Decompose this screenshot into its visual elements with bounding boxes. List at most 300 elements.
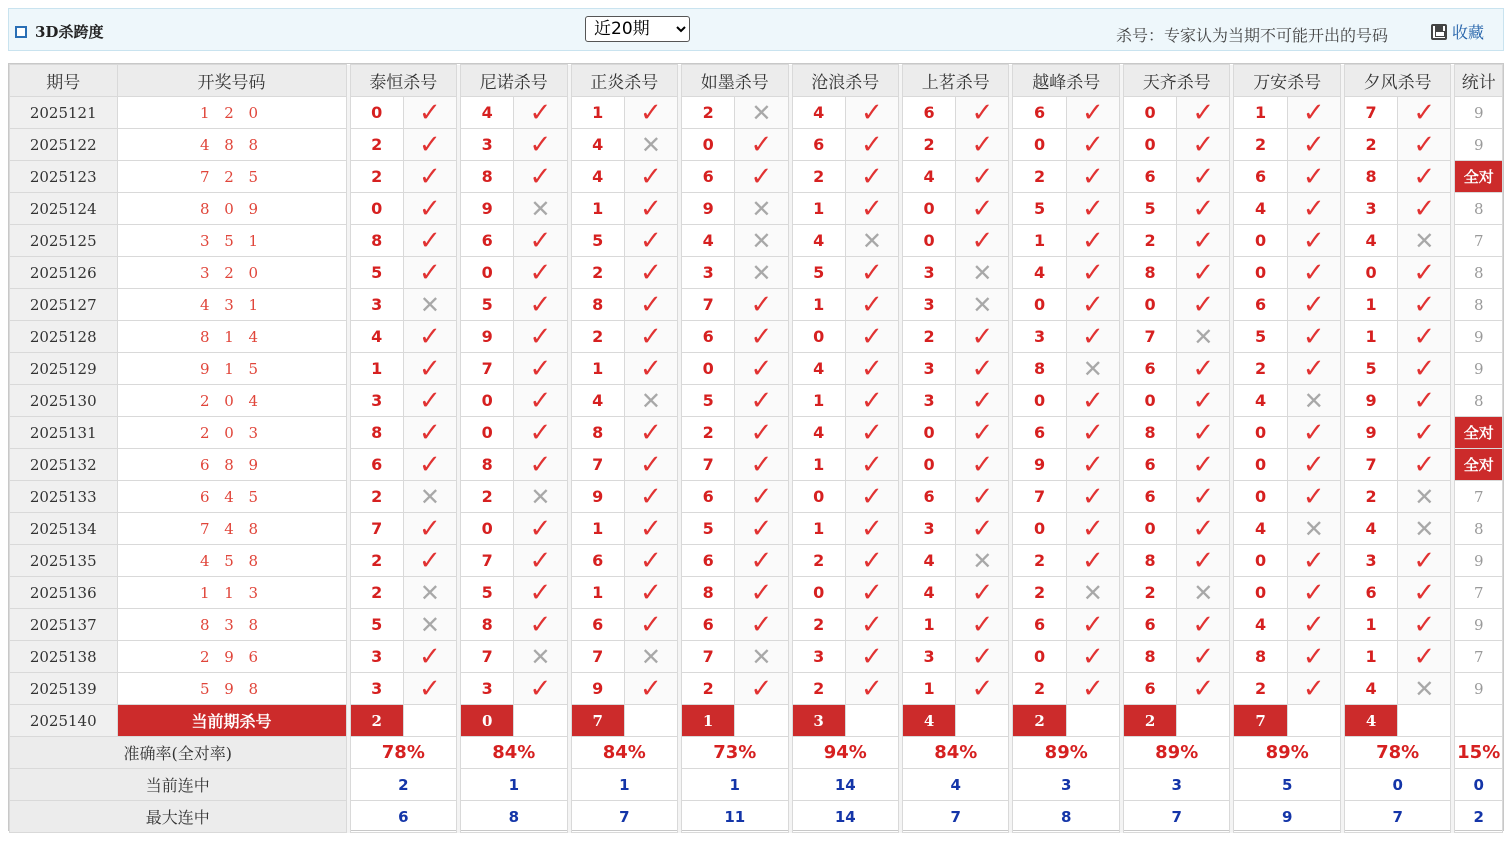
kill-number-cell: 2 (350, 481, 403, 513)
result-cell (845, 97, 898, 129)
issue-cell: 2025129 (10, 353, 118, 385)
check-icon: ✓ (1081, 513, 1104, 544)
cross-icon: ✕ (1193, 322, 1214, 351)
header-expert: 夕风杀号 (1344, 65, 1450, 97)
result-cell (1066, 385, 1119, 417)
check-icon: ✓ (1413, 641, 1436, 672)
kill-table-wrapper (8, 63, 1504, 831)
result-cell (956, 513, 1009, 545)
result-cell (624, 481, 677, 513)
result-cell (1177, 577, 1230, 609)
draw-cell: 9 1 5 (117, 353, 346, 385)
result-cell (845, 673, 898, 705)
result-cell (845, 513, 898, 545)
result-cell (1177, 97, 1230, 129)
result-cell (956, 673, 1009, 705)
result-cell (845, 129, 898, 161)
kill-number-cell: 1 (792, 193, 845, 225)
cross-icon: ✕ (640, 130, 661, 159)
kill-number-cell: 8 (1123, 641, 1176, 673)
kill-number-cell: 5 (571, 225, 624, 257)
result-cell (1287, 193, 1340, 225)
current-streak-row-value: 2 (350, 769, 456, 801)
check-icon: ✓ (860, 577, 883, 608)
result-cell (1177, 257, 1230, 289)
cross-icon: ✕ (972, 546, 993, 575)
kill-number-cell: 1 (350, 353, 403, 385)
check-icon: ✓ (1081, 481, 1104, 512)
result-cell (1177, 545, 1230, 577)
issue-cell: 2025139 (10, 673, 118, 705)
kill-number-cell: 1 (1344, 289, 1397, 321)
result-cell (735, 225, 788, 257)
check-icon: ✓ (860, 129, 883, 160)
check-icon: ✓ (1081, 161, 1104, 192)
collect-button[interactable] (1431, 20, 1484, 43)
kill-number-cell: 6 (903, 97, 956, 129)
result-cell (514, 353, 567, 385)
current-streak-row-value: 3 (1013, 769, 1119, 801)
result-cell (514, 577, 567, 609)
kill-number-cell: 2 (792, 609, 845, 641)
kill-number-cell: 2 (350, 577, 403, 609)
result-cell (1398, 673, 1451, 705)
check-icon: ✓ (1413, 385, 1436, 416)
kill-number-cell: 1 (571, 513, 624, 545)
kill-number-cell: 2 (682, 673, 735, 705)
result-cell (403, 97, 456, 129)
result-cell (403, 321, 456, 353)
check-icon: ✓ (1302, 193, 1325, 224)
current-streak-row-value: 1 (461, 769, 567, 801)
check-icon: ✓ (750, 513, 773, 544)
cross-icon: ✕ (861, 226, 882, 255)
result-cell (624, 385, 677, 417)
current-streak-row-value: 14 (792, 769, 898, 801)
result-cell (1066, 161, 1119, 193)
current-kill-blank (1177, 705, 1230, 737)
kill-number-cell: 2 (792, 673, 845, 705)
result-cell (1398, 481, 1451, 513)
check-icon: ✓ (1081, 225, 1104, 256)
result-cell (1066, 289, 1119, 321)
check-icon: ✓ (529, 129, 552, 160)
stat-cell: 9 (1455, 609, 1503, 641)
draw-cell: 3 5 1 (117, 225, 346, 257)
check-icon: ✓ (1192, 417, 1215, 448)
draw-cell: 3 2 0 (117, 257, 346, 289)
kill-number-cell: 1 (792, 513, 845, 545)
kill-number-cell: 7 (1123, 321, 1176, 353)
kill-number-cell: 9 (1013, 449, 1066, 481)
result-cell (1177, 609, 1230, 641)
draw-cell: 5 9 8 (117, 673, 346, 705)
result-cell (403, 257, 456, 289)
page-title (15, 21, 103, 42)
kill-number-cell: 5 (1344, 353, 1397, 385)
current-streak-row-value: 5 (1234, 769, 1340, 801)
check-icon: ✓ (1081, 289, 1104, 320)
kill-number-cell: 2 (1013, 673, 1066, 705)
result-cell (735, 609, 788, 641)
kill-number-cell: 3 (792, 641, 845, 673)
check-icon: ✓ (971, 225, 994, 256)
kill-number-cell: 6 (1234, 161, 1287, 193)
max-streak-row-value: 11 (682, 801, 788, 833)
issue-cell: 2025132 (10, 449, 118, 481)
result-cell (735, 449, 788, 481)
check-icon: ✓ (419, 641, 441, 672)
result-cell (735, 97, 788, 129)
check-icon: ✓ (860, 641, 883, 672)
result-cell (956, 225, 1009, 257)
result-cell (956, 385, 1009, 417)
check-icon: ✓ (1413, 129, 1436, 160)
kill-number-cell: 6 (682, 161, 735, 193)
kill-number-cell: 6 (1013, 417, 1066, 449)
kill-number-cell: 2 (1013, 545, 1066, 577)
result-cell (956, 193, 1009, 225)
issue-cell: 2025127 (10, 289, 118, 321)
header-expert: 万安杀号 (1234, 65, 1340, 97)
cross-icon: ✕ (419, 610, 440, 639)
result-cell (403, 385, 456, 417)
kill-number-cell: 8 (571, 417, 624, 449)
kill-number-cell: 6 (1123, 161, 1176, 193)
check-icon: ✓ (750, 161, 773, 192)
kill-number-cell: 0 (903, 417, 956, 449)
cross-icon: ✕ (419, 482, 440, 511)
cross-icon: ✕ (419, 290, 440, 319)
accuracy-row-value: 89% (1123, 737, 1229, 769)
check-icon: ✓ (1192, 193, 1215, 224)
check-icon: ✓ (1081, 193, 1104, 224)
result-cell (624, 513, 677, 545)
check-icon: ✓ (1413, 161, 1436, 192)
kill-number-cell: 0 (1234, 449, 1287, 481)
kill-number-cell: 0 (461, 513, 514, 545)
result-cell (403, 129, 456, 161)
result-cell (735, 257, 788, 289)
max-streak-row-value: 7 (1344, 801, 1450, 833)
result-cell (956, 481, 1009, 513)
check-icon: ✓ (1081, 321, 1104, 352)
result-cell (1287, 321, 1340, 353)
result-cell (956, 97, 1009, 129)
cross-icon: ✕ (751, 194, 772, 223)
kill-number-cell: 4 (903, 577, 956, 609)
result-cell (1398, 161, 1451, 193)
cross-icon: ✕ (1414, 226, 1435, 255)
max-streak-row-value: 8 (461, 801, 567, 833)
kill-number-cell: 3 (350, 673, 403, 705)
check-icon: ✓ (750, 385, 773, 416)
cross-icon: ✕ (1414, 482, 1435, 511)
kill-number-cell: 4 (1013, 257, 1066, 289)
kill-number-cell: 1 (571, 353, 624, 385)
kill-number-cell: 5 (350, 257, 403, 289)
check-icon: ✓ (529, 609, 552, 640)
check-icon: ✓ (1413, 417, 1436, 448)
result-cell (403, 161, 456, 193)
check-icon: ✓ (529, 257, 552, 288)
period-select[interactable] (585, 16, 690, 42)
check-icon: ✓ (971, 97, 994, 128)
kill-number-cell: 1 (1344, 321, 1397, 353)
check-icon: ✓ (1081, 385, 1104, 416)
kill-number-cell: 3 (461, 129, 514, 161)
accuracy-row-value: 89% (1234, 737, 1340, 769)
kill-number-cell: 9 (571, 673, 624, 705)
result-cell (1177, 353, 1230, 385)
accuracy-row-value: 94% (792, 737, 898, 769)
result-cell (845, 545, 898, 577)
check-icon: ✓ (750, 545, 773, 576)
current-streak-row-stat: 0 (1455, 769, 1503, 801)
result-cell (1398, 609, 1451, 641)
check-icon: ✓ (750, 609, 773, 640)
kill-number-cell: 4 (461, 97, 514, 129)
check-icon: ✓ (971, 321, 994, 352)
kill-number-cell: 4 (903, 545, 956, 577)
header-expert: 天齐杀号 (1123, 65, 1229, 97)
cross-icon: ✕ (1082, 578, 1103, 607)
check-icon: ✓ (1413, 257, 1436, 288)
header-expert: 尼诺杀号 (461, 65, 567, 97)
result-cell (514, 385, 567, 417)
check-icon: ✓ (971, 673, 994, 704)
check-icon: ✓ (640, 609, 662, 640)
kill-number-cell: 0 (1013, 385, 1066, 417)
result-cell (514, 417, 567, 449)
result-cell (956, 353, 1009, 385)
header-expert: 如墨杀号 (682, 65, 788, 97)
draw-cell: 8 1 4 (117, 321, 346, 353)
stat-all-right-badge: 全对 (1455, 161, 1503, 193)
issue-cell: 2025128 (10, 321, 118, 353)
kill-number-cell: 2 (682, 417, 735, 449)
max-streak-row-value: 6 (350, 801, 456, 833)
result-cell (845, 321, 898, 353)
kill-number-cell: 2 (1234, 673, 1287, 705)
current-kill-number: 0 (461, 705, 514, 737)
current-streak-row-value: 1 (571, 769, 677, 801)
check-icon: ✓ (529, 385, 552, 416)
kill-number-cell: 6 (1123, 673, 1176, 705)
kill-number-cell: 3 (350, 385, 403, 417)
result-cell (1177, 449, 1230, 481)
kill-number-cell: 3 (903, 385, 956, 417)
check-icon: ✓ (1413, 577, 1436, 608)
result-cell (735, 417, 788, 449)
check-icon: ✓ (750, 449, 773, 480)
header-expert: 越峰杀号 (1013, 65, 1119, 97)
kill-number-cell: 3 (1013, 321, 1066, 353)
check-icon: ✓ (971, 449, 994, 480)
kill-number-cell: 1 (903, 609, 956, 641)
draw-cell: 4 3 1 (117, 289, 346, 321)
current-issue-cell: 2025140 (10, 705, 118, 737)
check-icon: ✓ (1302, 97, 1325, 128)
kill-number-cell: 2 (350, 129, 403, 161)
issue-cell: 2025125 (10, 225, 118, 257)
result-cell (403, 513, 456, 545)
result-cell (1287, 385, 1340, 417)
kill-number-cell: 8 (1123, 417, 1176, 449)
issue-cell: 2025133 (10, 481, 118, 513)
check-icon: ✓ (419, 449, 441, 480)
kill-number-cell: 3 (903, 641, 956, 673)
kill-number-cell: 3 (461, 673, 514, 705)
current-streak-row-value: 1 (682, 769, 788, 801)
check-icon: ✓ (1413, 609, 1436, 640)
result-cell (514, 673, 567, 705)
check-icon: ✓ (529, 545, 552, 576)
check-icon: ✓ (419, 161, 441, 192)
result-cell (624, 193, 677, 225)
check-icon: ✓ (860, 257, 883, 288)
kill-number-cell: 2 (1013, 161, 1066, 193)
kill-number-cell: 5 (461, 577, 514, 609)
table-row (10, 257, 1503, 289)
check-icon: ✓ (750, 129, 773, 160)
result-cell (624, 129, 677, 161)
check-icon: ✓ (860, 417, 883, 448)
issue-cell: 2025138 (10, 641, 118, 673)
current-kill-blank (1398, 705, 1451, 737)
check-icon: ✓ (529, 449, 552, 480)
accuracy-row-value: 84% (903, 737, 1009, 769)
check-icon: ✓ (529, 577, 552, 608)
check-icon: ✓ (860, 353, 883, 384)
result-cell (956, 545, 1009, 577)
check-icon: ✓ (640, 353, 662, 384)
result-cell (514, 161, 567, 193)
checkbox-icon[interactable] (15, 26, 27, 38)
result-cell (956, 161, 1009, 193)
kill-number-cell: 0 (682, 129, 735, 161)
kill-number-cell: 0 (461, 385, 514, 417)
check-icon: ✓ (860, 385, 883, 416)
kill-number-cell: 8 (350, 225, 403, 257)
check-icon: ✓ (1302, 673, 1325, 704)
result-cell (1287, 97, 1340, 129)
result-cell (1398, 577, 1451, 609)
check-icon: ✓ (1302, 545, 1325, 576)
result-cell (1066, 673, 1119, 705)
result-cell (956, 289, 1009, 321)
check-icon: ✓ (1302, 321, 1325, 352)
kill-number-cell: 4 (571, 129, 624, 161)
result-cell (956, 577, 1009, 609)
kill-number-cell: 7 (350, 513, 403, 545)
result-cell (1177, 129, 1230, 161)
check-icon: ✓ (1081, 129, 1104, 160)
result-cell (1398, 321, 1451, 353)
check-icon: ✓ (419, 513, 441, 544)
check-icon: ✓ (1081, 673, 1104, 704)
table-row (10, 385, 1503, 417)
cross-icon: ✕ (640, 386, 661, 415)
current-kill-blank (735, 705, 788, 737)
result-cell (735, 641, 788, 673)
accuracy-row (10, 737, 1503, 769)
result-cell (1177, 385, 1230, 417)
kill-number-cell: 2 (682, 97, 735, 129)
kill-number-cell: 6 (1234, 289, 1287, 321)
table-row (10, 97, 1503, 129)
check-icon: ✓ (750, 577, 773, 608)
accuracy-row-label: 准确率(全对率) (10, 737, 347, 769)
kill-number-cell: 0 (1013, 513, 1066, 545)
issue-cell: 2025121 (10, 97, 118, 129)
cross-icon: ✕ (530, 194, 551, 223)
current-kill-number: 4 (903, 705, 956, 737)
check-icon: ✓ (1413, 449, 1436, 480)
kill-number-cell: 5 (350, 609, 403, 641)
kill-number-cell: 0 (350, 193, 403, 225)
check-icon: ✓ (1081, 449, 1104, 480)
result-cell (845, 577, 898, 609)
result-cell (1398, 129, 1451, 161)
stat-cell: 7 (1455, 577, 1503, 609)
check-icon: ✓ (640, 193, 662, 224)
kill-number-cell: 0 (1123, 129, 1176, 161)
check-icon: ✓ (1192, 673, 1215, 704)
kill-number-cell: 0 (792, 321, 845, 353)
kill-number-cell: 5 (1234, 321, 1287, 353)
draw-cell: 7 2 5 (117, 161, 346, 193)
result-cell (1287, 481, 1340, 513)
check-icon: ✓ (750, 289, 773, 320)
kill-number-cell: 0 (1123, 385, 1176, 417)
kill-number-cell: 9 (682, 193, 735, 225)
kill-number-cell: 7 (682, 289, 735, 321)
result-cell (845, 417, 898, 449)
result-cell (1287, 257, 1340, 289)
check-icon: ✓ (529, 97, 552, 128)
kill-number-cell: 0 (1234, 225, 1287, 257)
result-cell (514, 641, 567, 673)
kill-number-cell: 0 (1013, 129, 1066, 161)
cross-icon: ✕ (751, 98, 772, 127)
kill-number-cell: 6 (350, 449, 403, 481)
stat-cell: 7 (1455, 225, 1503, 257)
kill-number-cell: 5 (792, 257, 845, 289)
max-streak-row-label: 最大连中 (10, 801, 347, 833)
kill-number-cell: 8 (1013, 353, 1066, 385)
table-row (10, 289, 1503, 321)
result-cell (624, 289, 677, 321)
check-icon: ✓ (1413, 97, 1436, 128)
result-cell (403, 193, 456, 225)
table-row (10, 513, 1503, 545)
current-streak-row-value: 3 (1123, 769, 1229, 801)
check-icon: ✓ (419, 545, 441, 576)
check-icon: ✓ (640, 161, 662, 192)
draw-cell: 1 1 3 (117, 577, 346, 609)
kill-number-cell: 4 (1344, 673, 1397, 705)
kill-number-cell: 6 (1123, 353, 1176, 385)
check-icon: ✓ (1302, 577, 1325, 608)
cross-icon: ✕ (1414, 674, 1435, 703)
accuracy-row-value: 73% (682, 737, 788, 769)
check-icon: ✓ (419, 225, 441, 256)
result-cell (1398, 225, 1451, 257)
result-cell (624, 673, 677, 705)
kill-number-cell: 6 (682, 321, 735, 353)
result-cell (624, 97, 677, 129)
